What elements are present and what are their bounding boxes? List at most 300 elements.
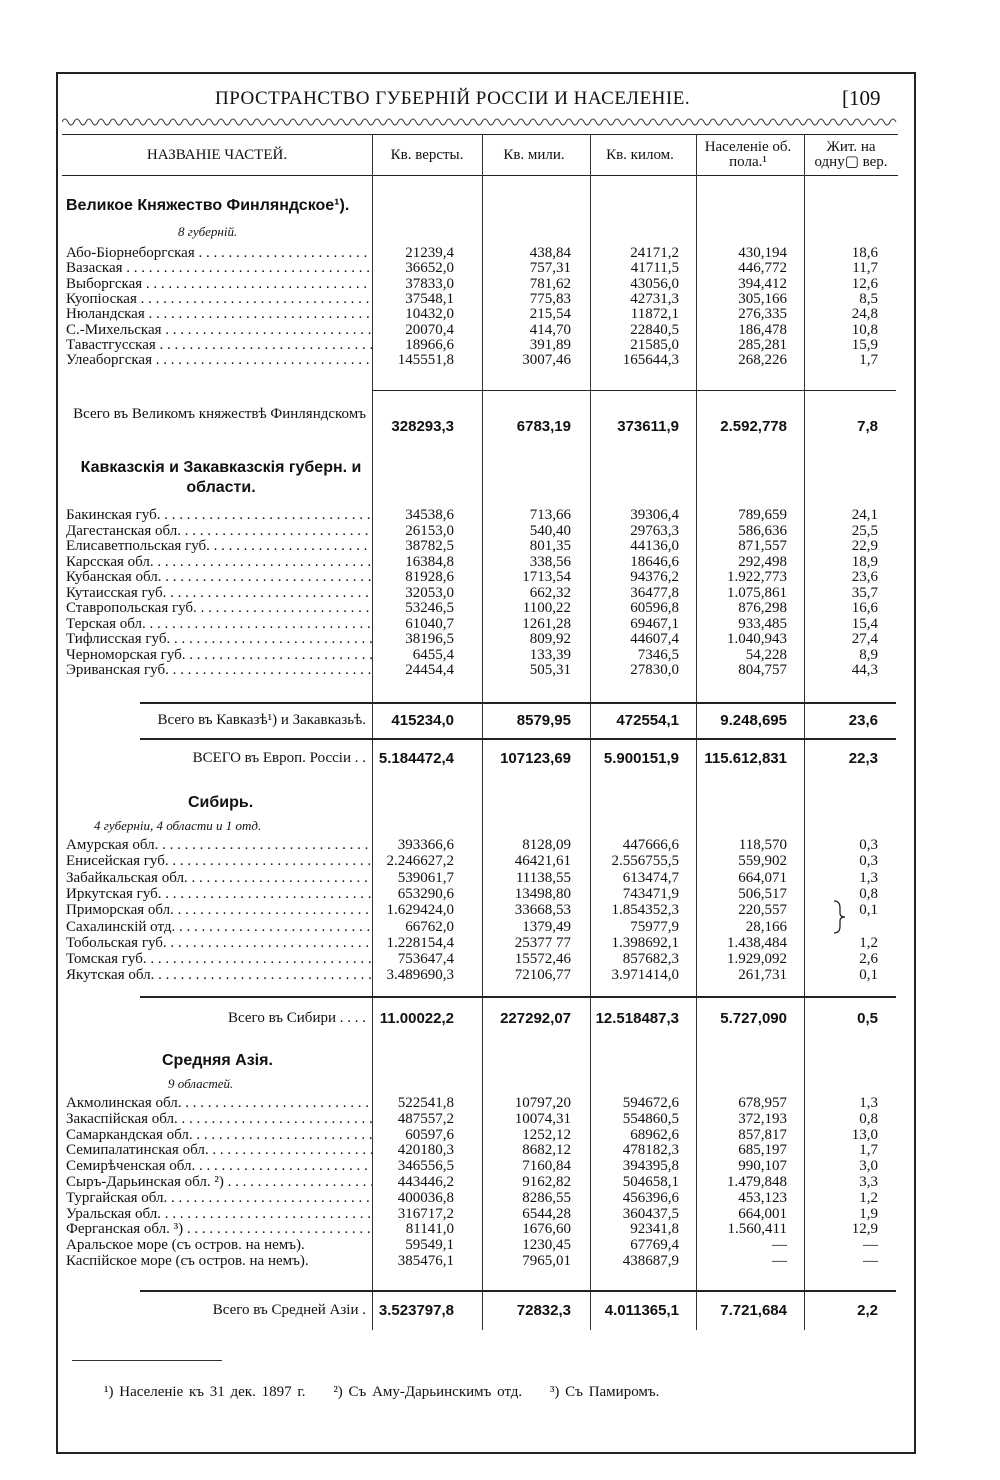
page-number: [109: [842, 86, 881, 110]
density-cell: 18,9: [851, 553, 878, 570]
region-name: Якутская обл. . . .: [66, 968, 372, 983]
table-row: [66, 663, 896, 678]
region-name: Елисаветпольская губ. . . .: [66, 539, 372, 554]
population-cell: 559,902: [738, 853, 787, 870]
region-name: Самаркандская обл. . . .: [66, 1128, 372, 1143]
sq-miles-cell: 133,39: [529, 646, 571, 663]
region-name: Иркутская губ. . . .: [66, 887, 372, 902]
table-row: [66, 601, 896, 616]
sq-km-cell: 18646,6: [630, 553, 679, 570]
sq-km-cell: 11872,1: [630, 306, 679, 323]
sq-miles-cell: 757,31: [529, 260, 571, 277]
table-row: [66, 353, 896, 368]
region-name: Або-Біорнеборгская . . .: [66, 246, 372, 261]
region-name: Семирѣченская обл. . . .: [66, 1159, 372, 1174]
density-cell: 10,8: [851, 321, 878, 338]
sq-versts-cell: 37833,0: [405, 275, 454, 292]
sq-versts-cell: 81928,6: [405, 569, 454, 585]
population-cell: 857,817: [738, 1126, 787, 1143]
population-cell: 305,166: [738, 290, 787, 307]
table-row: [66, 887, 896, 902]
population-cell: 118,570: [738, 837, 787, 853]
section-subtitle-finland: 8 губерній.: [178, 224, 238, 239]
population-cell: 1.075,861: [727, 584, 787, 601]
total-value: 2,2: [857, 1302, 878, 1319]
population-cell: 453,123: [738, 1189, 787, 1206]
table-row: [66, 920, 896, 935]
total-value: 115.612,831: [704, 750, 787, 767]
population-cell: 394,412: [738, 275, 787, 292]
region-name: Кубанская обл. . . .: [66, 570, 372, 585]
population-cell: 1.560,411: [727, 1221, 787, 1238]
sq-miles-cell: 10074,31: [514, 1110, 571, 1127]
table-row: [66, 1128, 896, 1143]
sq-km-cell: 3.971414,0: [611, 967, 679, 984]
table-row: [66, 524, 896, 539]
total-value: 5.184472,4: [378, 750, 454, 767]
density-cell: 0,3: [859, 853, 878, 870]
sq-versts-cell: 385476,1: [397, 1253, 454, 1269]
population-cell: 1.040,943: [727, 631, 787, 647]
density-cell: 13,0: [851, 1126, 878, 1143]
density-cell: 12,6: [851, 275, 878, 292]
sq-versts-cell: 539061,7: [397, 869, 454, 886]
sq-versts-cell: 53246,5: [405, 600, 454, 616]
footnote-rule: [72, 1360, 222, 1361]
table-row: [66, 617, 896, 632]
sq-km-cell: 43056,0: [630, 275, 679, 292]
density-cell: 0,1: [859, 902, 878, 919]
sq-versts-cell: 32053,0: [405, 584, 454, 601]
table-row: [66, 936, 896, 951]
section-subtitle-siberia: 4 губерніи, 4 области и 1 отд.: [94, 818, 262, 833]
sq-miles-cell: 8286,55: [522, 1189, 571, 1206]
sq-miles-cell: 809,92: [529, 631, 571, 647]
total-value: 373611,9: [617, 418, 679, 435]
table-row: [66, 570, 896, 585]
table-row: [66, 277, 896, 292]
population-cell: 28,166: [745, 918, 787, 935]
sq-versts-cell: 753647,4: [397, 951, 454, 968]
population-cell: 664,071: [738, 869, 787, 886]
population-cell: 446,772: [738, 260, 787, 277]
density-cell: 25,5: [851, 522, 878, 539]
sq-km-cell: 394395,8: [622, 1158, 679, 1175]
density-cell: 12,9: [851, 1221, 878, 1238]
region-name: Бакинская губ. . . .: [66, 508, 372, 523]
population-cell: 292,498: [738, 553, 787, 570]
table-row: [66, 1254, 896, 1269]
table-row: [66, 292, 896, 307]
sq-km-cell: 360437,5: [622, 1205, 679, 1222]
table-row: [66, 508, 896, 523]
sq-versts-cell: 61040,7: [405, 615, 454, 632]
density-cell: 15,4: [851, 615, 878, 632]
col-sq-miles-header: Кв. мили.: [503, 146, 565, 163]
sq-versts-cell: 81141,0: [405, 1221, 454, 1238]
density-cell: 1,7: [859, 1142, 878, 1159]
sq-miles-cell: 215,54: [529, 306, 571, 323]
sq-versts-cell: 38196,5: [405, 631, 454, 647]
region-name: Вазаская . . .: [66, 261, 372, 276]
table-row: [66, 1191, 896, 1206]
table-row: [66, 307, 896, 322]
col-density-header: Жит. на одну▢ вер.: [814, 139, 888, 170]
sq-versts-cell: 3.489690,3: [386, 967, 454, 984]
sq-miles-cell: 713,66: [529, 507, 571, 523]
section-title-caucasus: Кавказскія и Закавказскія губерн. и области.: [80, 459, 362, 496]
region-name: Амурская обл. . . .: [66, 838, 372, 853]
population-cell: 372,193: [738, 1110, 787, 1127]
total-row-europe: [66, 750, 896, 768]
region-name: Уральская обл. . . .: [66, 1207, 372, 1222]
region-name: Карсская обл. . . .: [66, 555, 372, 570]
sq-km-cell: 94376,2: [630, 569, 679, 585]
region-name: Черноморская губ. . . .: [66, 648, 372, 663]
sq-miles-cell: 8682,12: [522, 1142, 571, 1159]
section-title-central-asia: Средняя Азія.: [162, 1052, 273, 1069]
region-name: Ферганская обл. ³) . . .: [66, 1222, 372, 1237]
density-cell: 1,3: [859, 1095, 878, 1111]
sq-versts-cell: 36652,0: [405, 260, 454, 277]
sq-miles-cell: 8128,09: [522, 837, 571, 853]
brace-icon: [832, 900, 846, 934]
rule: [140, 738, 896, 740]
footnote: ²) Съ Аму-Дарьинскимъ отд.: [333, 1384, 523, 1400]
wavy-rule: [62, 116, 898, 128]
population-cell: 586,636: [738, 522, 787, 539]
region-name: Улеаборгская . . .: [66, 353, 372, 368]
region-name: Каспійское море (съ остров. на немъ).: [66, 1254, 309, 1269]
sq-miles-cell: 1230,45: [522, 1237, 571, 1254]
region-name: Аральское море (съ остров. на немъ).: [66, 1238, 305, 1254]
footnotes: [104, 1384, 681, 1401]
sq-miles-cell: 1676,60: [522, 1221, 571, 1238]
sq-km-cell: 44607,4: [630, 631, 679, 647]
sq-km-cell: 69467,1: [630, 615, 679, 632]
sq-versts-cell: 38782,5: [405, 538, 454, 554]
sq-km-cell: 165644,3: [622, 352, 679, 369]
sq-versts-cell: 522541,8: [397, 1095, 454, 1111]
density-cell: 3,0: [859, 1158, 878, 1175]
sq-km-cell: 1.854352,3: [611, 902, 679, 919]
sq-km-cell: 1.398692,1: [611, 934, 679, 951]
total-value: 7,8: [857, 418, 878, 435]
total-value: 0,5: [857, 1010, 878, 1027]
total-value: 328293,3: [391, 418, 454, 435]
total-value: 4.011365,1: [604, 1302, 679, 1319]
sq-km-cell: 21585,0: [630, 336, 679, 353]
sq-km-cell: 594672,6: [622, 1095, 679, 1111]
sq-miles-cell: 46421,61: [514, 853, 571, 870]
sq-miles-cell: 15572,46: [514, 951, 571, 968]
total-value: 7.721,684: [720, 1302, 787, 1319]
sq-versts-cell: 653290,6: [397, 885, 454, 902]
sq-versts-cell: 6455,4: [412, 646, 454, 663]
rule: [140, 996, 896, 998]
sq-miles-cell: 6544,28: [522, 1205, 571, 1222]
sq-versts-cell: 26153,0: [405, 522, 454, 539]
footnote: ³) Съ Памиромъ.: [549, 1384, 660, 1400]
sq-versts-cell: 59549,1: [405, 1237, 454, 1254]
population-cell: 685,197: [738, 1142, 787, 1159]
sq-km-cell: 41711,5: [630, 260, 679, 277]
sq-versts-cell: 18966,6: [405, 336, 454, 353]
region-name: Куопіоская . . .: [66, 292, 372, 307]
density-cell: 8,5: [859, 290, 878, 307]
sq-versts-cell: 420180,3: [397, 1142, 454, 1159]
population-cell: 506,517: [738, 885, 787, 902]
table-row: [66, 1238, 896, 1253]
population-cell: 1.479,848: [727, 1174, 787, 1190]
table-row: [66, 871, 896, 886]
sq-versts-cell: 316717,2: [397, 1205, 454, 1222]
sq-km-cell: 24171,2: [630, 245, 679, 261]
col-population-header: Населеніе об. пола.¹: [704, 139, 792, 170]
region-name: Тифлисская губ. . . .: [66, 632, 372, 647]
region-name: Томская губ. . . .: [66, 952, 372, 967]
population-cell: 1.438,484: [727, 934, 787, 951]
table-row: [66, 1112, 896, 1127]
sq-km-cell: 438687,9: [622, 1253, 679, 1269]
region-name: Закаспійская обл. . . .: [66, 1112, 372, 1127]
total-value: 9.248,695: [720, 712, 787, 729]
section-subtitle-central-asia: 9 областей.: [168, 1076, 234, 1091]
sq-km-cell: 68962,6: [630, 1126, 679, 1143]
region-name: Тавастгусская . . .: [66, 338, 372, 353]
table-row: [66, 1175, 896, 1190]
sq-versts-cell: 487557,2: [397, 1110, 454, 1127]
total-label: Всего въ Великомъ княжествѣ Финляндскомъ: [73, 406, 366, 422]
sq-km-cell: 857682,3: [622, 951, 679, 968]
population-cell: 54,228: [745, 646, 787, 663]
sq-versts-cell: 400036,8: [397, 1189, 454, 1206]
sq-km-cell: 2.556755,5: [611, 853, 679, 870]
sq-versts-cell: 393366,6: [397, 837, 454, 853]
density-cell: 44,3: [851, 662, 878, 678]
sq-miles-cell: 7965,01: [522, 1253, 571, 1269]
sq-versts-cell: 2.246627,2: [386, 853, 454, 870]
population-cell: 664,001: [738, 1205, 787, 1222]
sq-miles-cell: 414,70: [529, 321, 571, 338]
sq-km-cell: 554860,5: [622, 1110, 679, 1127]
sq-km-cell: 92341,8: [630, 1221, 679, 1238]
region-name: С.-Михельская . . .: [66, 323, 372, 338]
density-cell: 15,9: [851, 336, 878, 353]
sq-miles-cell: 1261,28: [522, 615, 571, 632]
table-row: [66, 323, 896, 338]
sq-miles-cell: 25377 77: [514, 934, 571, 951]
total-value: 22,3: [848, 750, 878, 767]
total-row-siberia: [66, 1010, 896, 1028]
sq-km-cell: 22840,5: [630, 321, 679, 338]
population-cell: 430,194: [738, 245, 787, 261]
sq-km-cell: 7346,5: [637, 646, 679, 663]
population-cell: 276,335: [738, 306, 787, 323]
table-row: [66, 261, 896, 276]
sq-miles-cell: 438,84: [529, 245, 571, 261]
sq-km-cell: 478182,3: [622, 1142, 679, 1159]
density-cell: 24,8: [851, 306, 878, 323]
sq-miles-cell: 11138,55: [515, 869, 571, 886]
sq-miles-cell: 7160,84: [522, 1158, 571, 1175]
total-value: 72832,3: [516, 1302, 571, 1319]
sq-miles-cell: 775,83: [529, 290, 571, 307]
density-cell: 1,2: [859, 1189, 878, 1206]
region-name: Нюландская . . .: [66, 307, 372, 322]
population-cell: 261,731: [738, 967, 787, 984]
sq-miles-cell: 72106,77: [514, 967, 571, 984]
sq-miles-cell: 33668,53: [514, 902, 571, 919]
sq-versts-cell: 346556,5: [397, 1158, 454, 1175]
density-cell: 8,9: [859, 646, 878, 663]
sq-versts-cell: 37548,1: [405, 290, 454, 307]
density-cell: —: [863, 1253, 878, 1269]
table-row: [66, 1143, 896, 1158]
sq-miles-cell: 662,32: [529, 584, 571, 601]
density-cell: 24,1: [851, 507, 878, 523]
sq-miles-cell: 1713,54: [522, 569, 571, 585]
table-row: [66, 968, 896, 983]
sq-miles-cell: 10797,20: [514, 1095, 571, 1111]
region-name: Сыръ-Дарьинская обл. ²) . . .: [66, 1175, 372, 1190]
density-cell: 27,4: [851, 631, 878, 647]
total-value: 227292,07: [500, 1010, 571, 1027]
col-sq-km-header: Кв. килом.: [606, 146, 674, 163]
density-cell: 16,6: [851, 600, 878, 616]
sq-km-cell: 67769,4: [630, 1237, 679, 1254]
sq-miles-cell: 540,40: [529, 522, 571, 539]
region-name: Тургайская обл. . . .: [66, 1191, 372, 1206]
sq-versts-cell: 21239,4: [405, 245, 454, 261]
region-name: Забайкальская обл. . . .: [66, 871, 372, 886]
region-name: Сахалинскій отд. . . .: [66, 920, 372, 935]
sq-miles-cell: 9162,82: [522, 1174, 571, 1190]
total-row-caucasus: [66, 712, 896, 730]
sq-miles-cell: 1379,49: [522, 918, 571, 935]
population-cell: 876,298: [738, 600, 787, 616]
sq-miles-cell: 781,62: [529, 275, 571, 292]
sq-km-cell: 42731,3: [630, 290, 679, 307]
sq-km-cell: 29763,3: [630, 522, 679, 539]
total-value: 23,6: [848, 712, 878, 729]
rule: [140, 702, 896, 704]
total-label: ВСЕГО въ Европ. Россіи . .: [192, 750, 366, 766]
sq-miles-cell: 391,89: [529, 336, 571, 353]
density-cell: 35,7: [851, 584, 878, 601]
table-row: [66, 903, 896, 918]
table-row: [66, 555, 896, 570]
density-cell: 2,6: [859, 951, 878, 968]
population-cell: 220,557: [738, 902, 787, 919]
sq-km-cell: 75977,9: [630, 918, 679, 935]
table-row: [66, 854, 896, 869]
sq-versts-cell: 443446,2: [397, 1174, 454, 1190]
col-sq-versts-header: Кв. версты.: [390, 146, 464, 163]
total-value: 6783,19: [516, 418, 571, 435]
sq-miles-cell: 505,31: [529, 662, 571, 678]
sq-versts-cell: 20070,4: [405, 321, 454, 338]
density-cell: 1,2: [859, 934, 878, 951]
total-value: 472554,1: [616, 712, 679, 729]
population-cell: 285,281: [738, 336, 787, 353]
table-row: [66, 632, 896, 647]
table-row: [66, 1159, 896, 1174]
sq-miles-cell: 1252,12: [522, 1126, 571, 1143]
total-value: 5.727,090: [720, 1010, 787, 1027]
total-value: 107123,69: [500, 750, 571, 767]
population-cell: 789,659: [738, 507, 787, 523]
table-row: [66, 1207, 896, 1222]
sq-km-cell: 456396,6: [622, 1189, 679, 1206]
total-value: 8579,95: [516, 712, 571, 729]
density-cell: 23,6: [851, 569, 878, 585]
rule: [140, 1290, 896, 1292]
population-cell: 933,485: [738, 615, 787, 632]
region-name: Терская обл. . . .: [66, 617, 372, 632]
sq-versts-cell: 66762,0: [405, 918, 454, 935]
sq-miles-cell: 338,56: [529, 553, 571, 570]
density-cell: 22,9: [851, 538, 878, 554]
sq-versts-cell: 1.228154,4: [386, 934, 454, 951]
region-name: Ставропольская губ. . . .: [66, 601, 372, 616]
total-value: 415234,0: [391, 712, 454, 729]
region-name: Тобольская губ. . . .: [66, 936, 372, 951]
page-title: ПРОСТРАНСТВО ГУБЕРНІЙ РОССІИ И НАСЕЛЕНІЕ.: [215, 88, 691, 109]
population-cell: —: [772, 1253, 787, 1269]
population-cell: 871,557: [738, 538, 787, 554]
total-row-central-asia: [66, 1302, 896, 1320]
sq-versts-cell: 24454,4: [405, 662, 454, 678]
total-row-finland: [66, 406, 896, 440]
total-value: 2.592,778: [720, 418, 787, 435]
population-cell: 804,757: [738, 662, 787, 678]
total-label: Всего въ Кавказѣ¹) и Закавказьѣ.: [157, 712, 366, 728]
sq-miles-cell: 1100,22: [522, 600, 571, 616]
population-cell: 990,107: [738, 1158, 787, 1175]
density-cell: 1,9: [859, 1205, 878, 1222]
region-name: Дагестанская обл. . . .: [66, 524, 372, 539]
sq-miles-cell: 801,35: [529, 538, 571, 554]
col-name-header: НАЗВАНІЕ ЧАСТЕЙ.: [146, 146, 288, 163]
density-cell: 0,3: [859, 837, 878, 853]
region-name: Енисейская губ. . . .: [66, 854, 372, 869]
region-name: Приморская обл. . . .: [66, 903, 372, 918]
sq-km-cell: 447666,6: [622, 837, 679, 853]
region-name: Кутаисская губ. . . .: [66, 586, 372, 601]
table-row: [66, 539, 896, 554]
region-name: Эриванская губ. . . .: [66, 663, 372, 678]
population-cell: 1.922,773: [727, 569, 787, 585]
sq-km-cell: 504658,1: [622, 1174, 679, 1190]
region-name: Акмолинская обл. . . .: [66, 1096, 372, 1111]
table-header: [62, 134, 898, 176]
sq-versts-cell: 1.629424,0: [386, 902, 454, 919]
sq-miles-cell: 13498,80: [514, 885, 571, 902]
density-cell: 3,3: [859, 1174, 878, 1190]
density-cell: 0,1: [859, 967, 878, 984]
region-name: Семипалатинская обл. . . .: [66, 1143, 372, 1158]
total-value: 11.00022,2: [379, 1010, 454, 1027]
density-cell: —: [863, 1237, 878, 1254]
sq-km-cell: 60596,8: [630, 600, 679, 616]
sq-km-cell: 613474,7: [622, 869, 679, 886]
table-row: [66, 1222, 896, 1237]
sq-versts-cell: 16384,8: [405, 553, 454, 570]
total-label: Всего въ Средней Азіи .: [212, 1302, 366, 1318]
density-cell: 0,8: [859, 1110, 878, 1127]
sq-km-cell: 743471,9: [622, 885, 679, 902]
